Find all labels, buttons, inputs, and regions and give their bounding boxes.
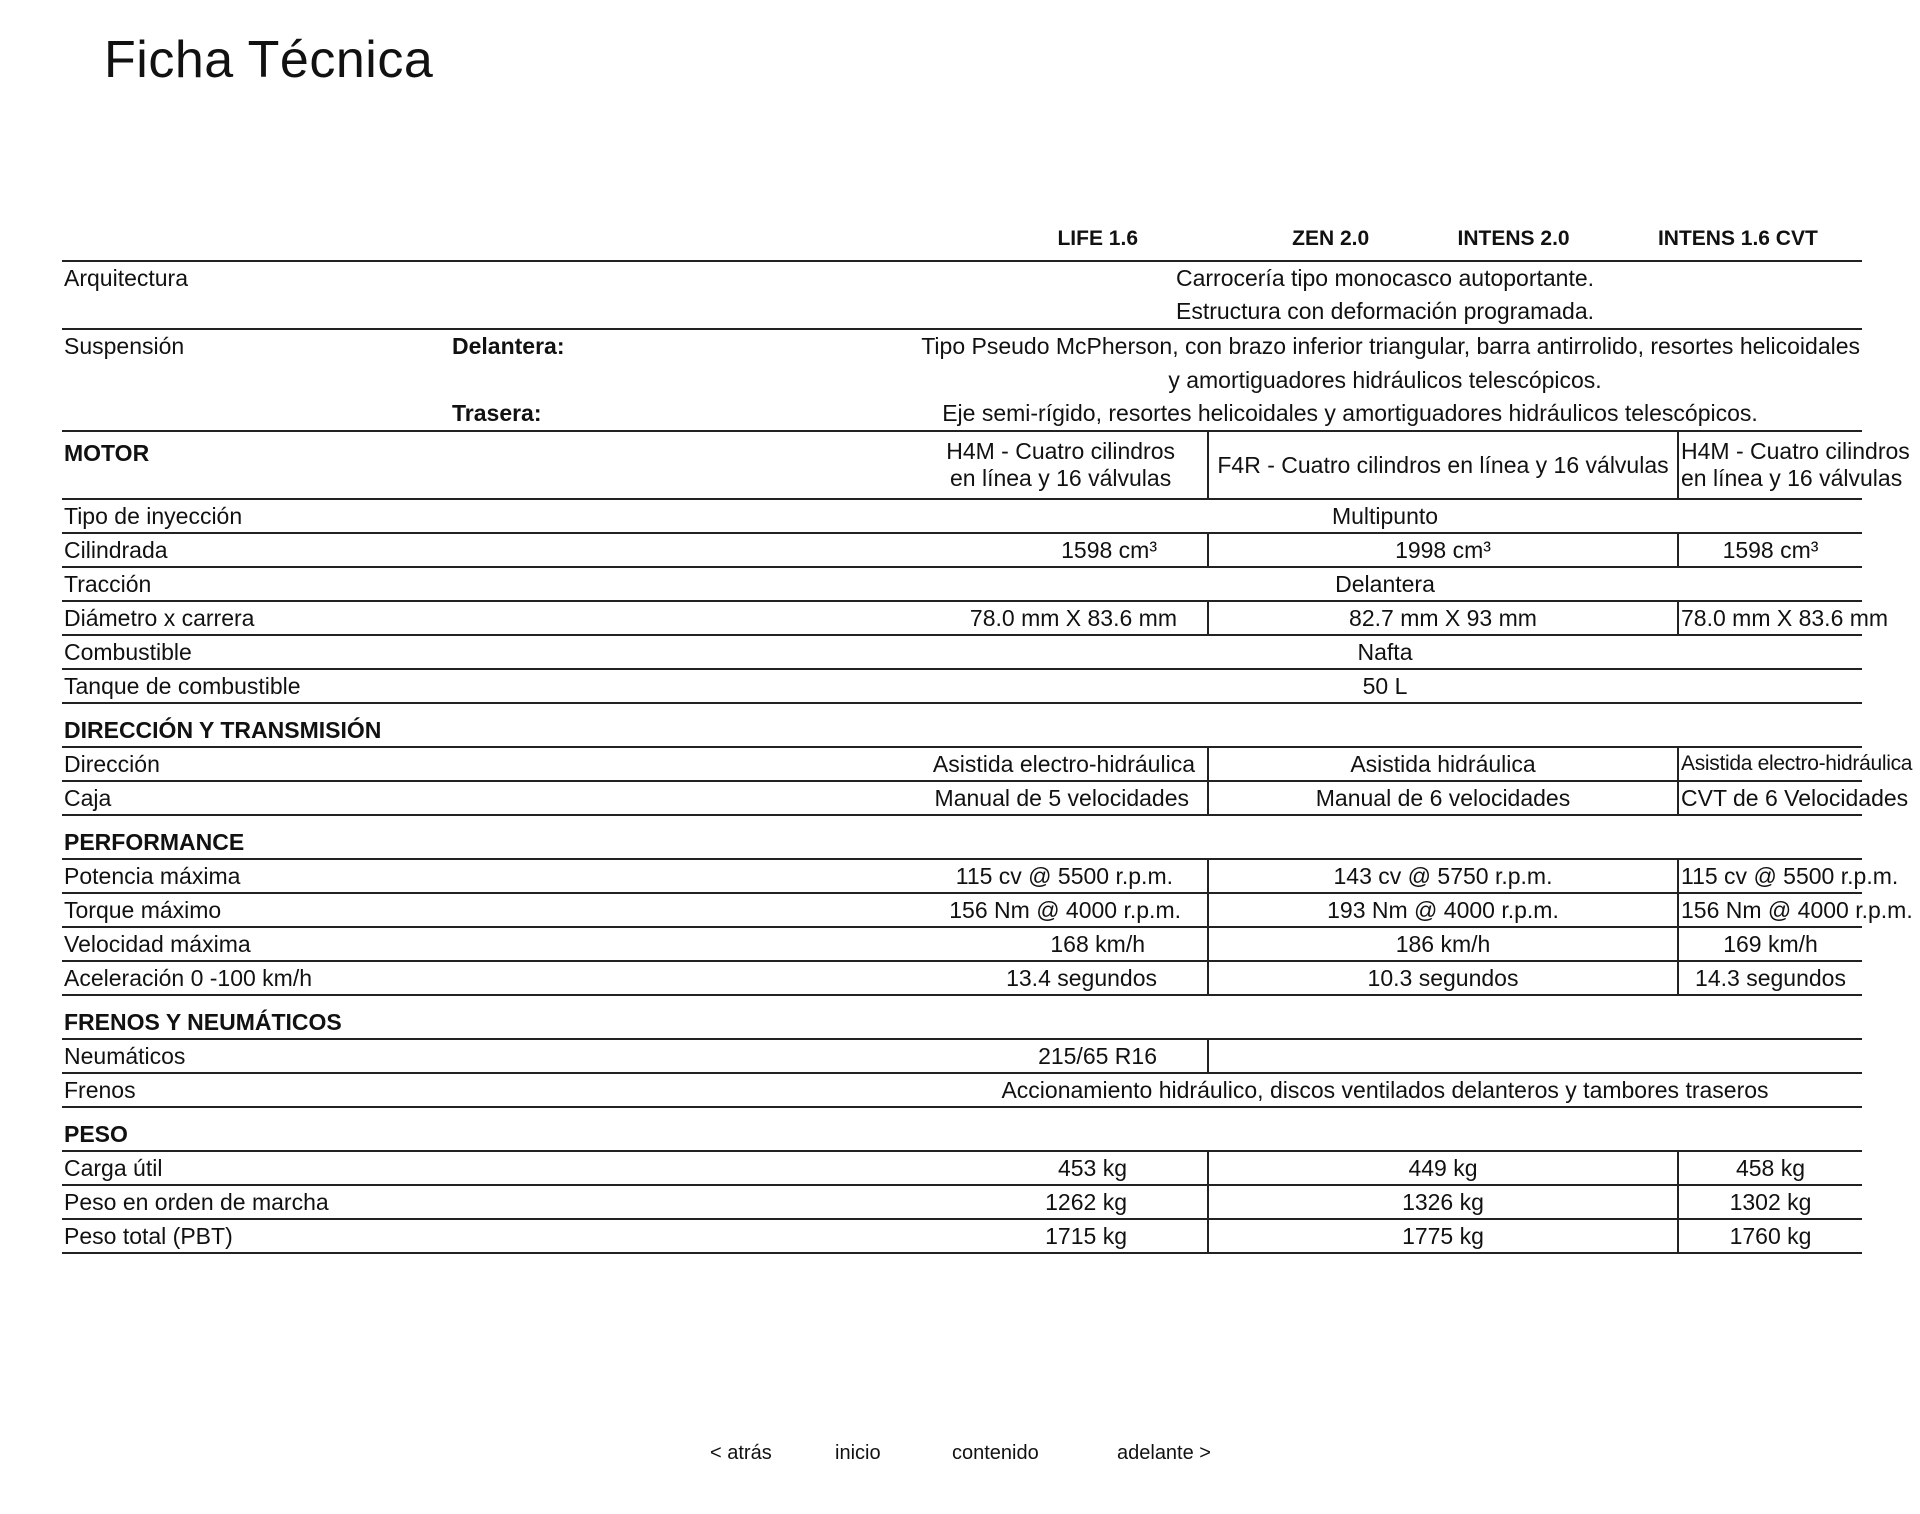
row-value: Eje semi-rígido, resortes helicoidales y amortiguadores hidráulicos telescópicos. bbox=[690, 397, 1862, 431]
value-cvt: 1760 kg bbox=[1678, 1219, 1862, 1253]
value-zen-intens: 1326 kg bbox=[1208, 1185, 1678, 1219]
row-value: Estructura con deformación programada. bbox=[690, 295, 1862, 329]
row-value: Carrocería tipo monocasco autoportante. bbox=[1175, 265, 1595, 291]
spec-table bbox=[62, 218, 1913, 1254]
value-zen-intens: 193 Nm @ 4000 r.p.m. bbox=[1208, 893, 1678, 927]
table-row bbox=[62, 961, 1862, 995]
table-row bbox=[62, 1219, 1862, 1253]
table-row bbox=[62, 1185, 1862, 1219]
row-label: Tracción bbox=[62, 567, 450, 601]
row-label: Torque máximo bbox=[62, 893, 450, 927]
row-label: Tipo de inyección bbox=[62, 499, 450, 533]
nav-home-link[interactable]: inicio bbox=[835, 1442, 881, 1464]
sublabel-delantera: Delantera: bbox=[452, 333, 565, 359]
row-label: Velocidad máxima bbox=[62, 927, 450, 961]
table-row bbox=[62, 397, 1862, 431]
section-header bbox=[62, 815, 1862, 859]
table-row bbox=[62, 567, 1862, 601]
nav-next-link[interactable]: adelante > bbox=[1117, 1442, 1211, 1464]
value-life: 1262 kg bbox=[690, 1185, 1208, 1219]
motor-cvt-line2: en línea y 16 válvulas bbox=[1681, 465, 1903, 491]
row-label: Suspensión bbox=[64, 333, 185, 359]
row-label: Arquitectura bbox=[64, 265, 189, 291]
value-life: 1715 kg bbox=[690, 1219, 1208, 1253]
value-cvt: 78.0 mm X 83.6 mm bbox=[1678, 601, 1862, 635]
row-label: Peso en orden de marcha bbox=[62, 1185, 450, 1219]
value-cvt: 14.3 segundos bbox=[1678, 961, 1862, 995]
value-zen-intens: 186 km/h bbox=[1208, 927, 1678, 961]
value-cvt: 458 kg bbox=[1678, 1151, 1862, 1185]
table-row bbox=[62, 295, 1862, 329]
column-header-row bbox=[62, 218, 1862, 261]
nav-back-link[interactable]: < atrás bbox=[710, 1442, 772, 1464]
nav-contents-link[interactable]: contenido bbox=[952, 1442, 1039, 1464]
section-performance: PERFORMANCE bbox=[62, 815, 1862, 859]
table-row bbox=[62, 669, 1862, 703]
row-label: Diámetro x carrera bbox=[62, 601, 450, 635]
table-row bbox=[62, 1039, 1862, 1073]
value-life: 168 km/h bbox=[690, 927, 1208, 961]
value-zen-intens: 10.3 segundos bbox=[1208, 961, 1678, 995]
row-value: y amortiguadores hidráulicos telescópicos. bbox=[1168, 366, 1602, 393]
value-life: 1598 cm³ bbox=[690, 533, 1208, 567]
value-zen-intens: 449 kg bbox=[1208, 1151, 1678, 1185]
row-label: Tanque de combustible bbox=[62, 669, 450, 703]
column-intens: INTENS 2.0 bbox=[1457, 227, 1570, 250]
value-cvt: 169 km/h bbox=[1678, 927, 1862, 961]
table-row bbox=[62, 261, 1862, 295]
value-life: 115 cv @ 5500 r.p.m. bbox=[690, 859, 1208, 893]
table-row bbox=[62, 431, 1862, 499]
table-row bbox=[62, 927, 1862, 961]
column-life: LIFE 1.6 bbox=[690, 218, 1208, 261]
value-zen-intens: 82.7 mm X 93 mm bbox=[1208, 601, 1678, 635]
page-navigation bbox=[0, 1442, 1920, 1472]
section-frenos: FRENOS Y NEUMÁTICOS bbox=[62, 995, 1862, 1039]
value-cvt: CVT de 6 Velocidades bbox=[1678, 781, 1862, 815]
value-life: 156 Nm @ 4000 r.p.m. bbox=[690, 893, 1208, 927]
table-row bbox=[62, 781, 1862, 815]
row-value: Accionamiento hidráulico, discos ventilados delanteros y tambores traseros bbox=[690, 1073, 1862, 1107]
value-life: Manual de 5 velocidades bbox=[690, 781, 1208, 815]
value-life: 215/65 R16 bbox=[690, 1039, 1208, 1073]
value-life: 13.4 segundos bbox=[690, 961, 1208, 995]
table-row bbox=[62, 893, 1862, 927]
row-label: Potencia máxima bbox=[62, 859, 450, 893]
value-zen-intens: 1775 kg bbox=[1208, 1219, 1678, 1253]
motor-cvt-line1: H4M - Cuatro cilindros bbox=[1681, 438, 1910, 464]
motor-life-line2: en línea y 16 válvulas bbox=[950, 465, 1172, 491]
value-cvt: 156 Nm @ 4000 r.p.m. bbox=[1678, 893, 1862, 927]
row-label: Caja bbox=[62, 781, 450, 815]
row-label: Peso total (PBT) bbox=[62, 1219, 450, 1253]
value-cvt: Asistida electro-hidráulica bbox=[1678, 747, 1862, 781]
table-row bbox=[62, 635, 1862, 669]
value-life: 453 kg bbox=[690, 1151, 1208, 1185]
value-life: 78.0 mm X 83.6 mm bbox=[690, 601, 1208, 635]
value-cvt: 1302 kg bbox=[1678, 1185, 1862, 1219]
page-title: Ficha Técnica bbox=[104, 31, 434, 89]
table-row bbox=[62, 601, 1862, 635]
table-row bbox=[62, 499, 1862, 533]
row-label: Neumáticos bbox=[62, 1039, 450, 1073]
row-label: Combustible bbox=[62, 635, 450, 669]
table-row bbox=[62, 1073, 1862, 1107]
table-row bbox=[62, 859, 1862, 893]
sublabel-trasera: Trasera: bbox=[450, 397, 690, 431]
row-value: Nafta bbox=[690, 635, 1862, 669]
row-value: 50 L bbox=[690, 669, 1862, 703]
row-label: Carga útil bbox=[62, 1151, 450, 1185]
value-cvt: 115 cv @ 5500 r.p.m. bbox=[1678, 859, 1862, 893]
value-zen-intens: Manual de 6 velocidades bbox=[1208, 781, 1678, 815]
table-row bbox=[62, 747, 1862, 781]
section-header bbox=[62, 1107, 1862, 1151]
row-value: Tipo Pseudo McPherson, con brazo inferior triangular, barra antirrolido, resortes helicoidales bbox=[921, 333, 1861, 359]
table-row bbox=[62, 329, 1862, 363]
section-motor: MOTOR bbox=[62, 431, 450, 499]
value-cvt: 1598 cm³ bbox=[1678, 533, 1862, 567]
value-zen-intens: 1998 cm³ bbox=[1208, 533, 1678, 567]
section-header bbox=[62, 703, 1862, 747]
table-row bbox=[62, 363, 1862, 397]
row-label: Cilindrada bbox=[62, 533, 450, 567]
motor-zen-intens: F4R - Cuatro cilindros en línea y 16 válvulas bbox=[1208, 431, 1678, 499]
row-label: Aceleración 0 -100 km/h bbox=[62, 961, 450, 995]
row-value: Multipunto bbox=[690, 499, 1862, 533]
value-zen-intens: Asistida hidráulica bbox=[1208, 747, 1678, 781]
value-zen-intens: 143 cv @ 5750 r.p.m. bbox=[1208, 859, 1678, 893]
table-row bbox=[62, 533, 1862, 567]
column-zen: ZEN 2.0 bbox=[1292, 227, 1370, 250]
motor-life-line1: H4M - Cuatro cilindros bbox=[946, 438, 1175, 464]
column-intens-cvt: INTENS 1.6 CVT bbox=[1657, 227, 1818, 250]
section-header bbox=[62, 995, 1862, 1039]
value-life: Asistida electro-hidráulica bbox=[690, 747, 1208, 781]
section-peso: PESO bbox=[62, 1107, 1862, 1151]
table-row bbox=[62, 1151, 1862, 1185]
section-direccion: DIRECCIÓN Y TRANSMISIÓN bbox=[62, 703, 1862, 747]
row-value: Delantera bbox=[690, 567, 1862, 601]
row-label: Dirección bbox=[62, 747, 450, 781]
row-label: Frenos bbox=[62, 1073, 450, 1107]
